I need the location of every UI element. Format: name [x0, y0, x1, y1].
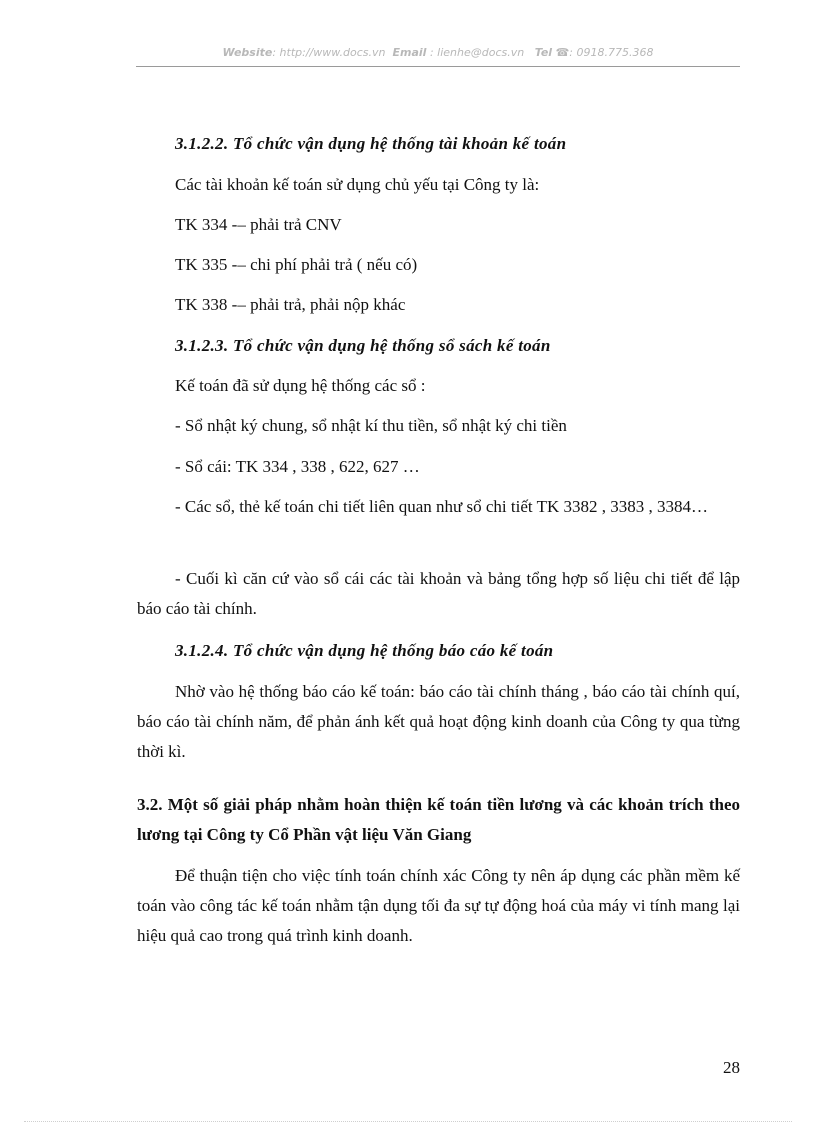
account-tk334: TK 334 -– phải trả CNV	[175, 215, 342, 234]
book-item-journals: - Sổ nhật ký chung, sổ nhật kí thu tiền, sổ nhật ký chi tiền	[175, 416, 567, 435]
heading-3-1-2-3: 3.1.2.3. Tổ chức vận dụng hệ thống sổ sách kế toán	[175, 336, 551, 355]
website-value: : http://www.docs.vn	[272, 46, 386, 59]
tel-value: : 0918.775.368	[569, 46, 654, 59]
account-tk335: TK 335 -– chi phí phải trả ( nếu có)	[175, 255, 418, 274]
email-label: Email	[392, 46, 427, 59]
website-label: Website	[222, 46, 273, 59]
account-tk338: TK 338 -– phải trả, phải nộp khác	[175, 295, 406, 314]
heading-3-1-2-4: 3.1.2.4. Tổ chức vận dụng hệ thống báo cáo kế toán	[175, 641, 554, 660]
header-divider	[136, 66, 740, 67]
book-item-ledger: - Sổ cái: TK 334 , 338 , 622, 627 …	[175, 457, 420, 476]
tel-label: Tel	[534, 46, 553, 59]
books-intro: Kế toán đã sử dụng hệ thống các sổ :	[175, 376, 426, 395]
book-item-detail-books: - Các sổ, thẻ kế toán chi tiết liên quan như sổ chi tiết TK 3382 , 3383 , 3384…	[175, 497, 708, 516]
phone-icon: ☎	[555, 46, 570, 59]
email-value: : lienhe@docs.vn	[429, 46, 525, 59]
footer-divider	[24, 1121, 792, 1122]
heading-3-2: 3.2. Một số giải pháp nhằm hoàn thiện kế toán tiền lương và các khoản trích theo lương tại Công ty Cổ Phần vật liệu Văn Giang	[137, 795, 740, 844]
page-number: 28	[723, 1058, 740, 1077]
reports-paragraph: Nhờ vào hệ thống báo cáo kế toán: báo cáo tài chính tháng , báo cáo tài chính quí, báo cáo tài chính năm, để phản ánh kết quả hoạt động kinh doanh của Công ty qua từng thời kì.	[137, 682, 740, 761]
heading-3-1-2-2: 3.1.2.2. Tổ chức vận dụng hệ thống tài khoản kế toán	[175, 134, 567, 153]
solution-paragraph: Để thuận tiện cho việc tính toán chính xác Công ty nên áp dụng các phần mềm kế toán vào công tác kế toán nhằm tận dụng tối đa sự tự động hoá của máy vi tính mang lại hiệu quả cao trong quá trình kinh doanh.	[137, 866, 740, 945]
accounts-intro: Các tài khoản kế toán sử dụng chủ yếu tại Công ty là:	[175, 175, 540, 194]
page-header	[136, 46, 740, 68]
book-item-period-end: - Cuối kì căn cứ vào sổ cái các tài khoản và bảng tổng hợp số liệu chi tiết để lập báo cáo tài chính.	[137, 569, 740, 618]
